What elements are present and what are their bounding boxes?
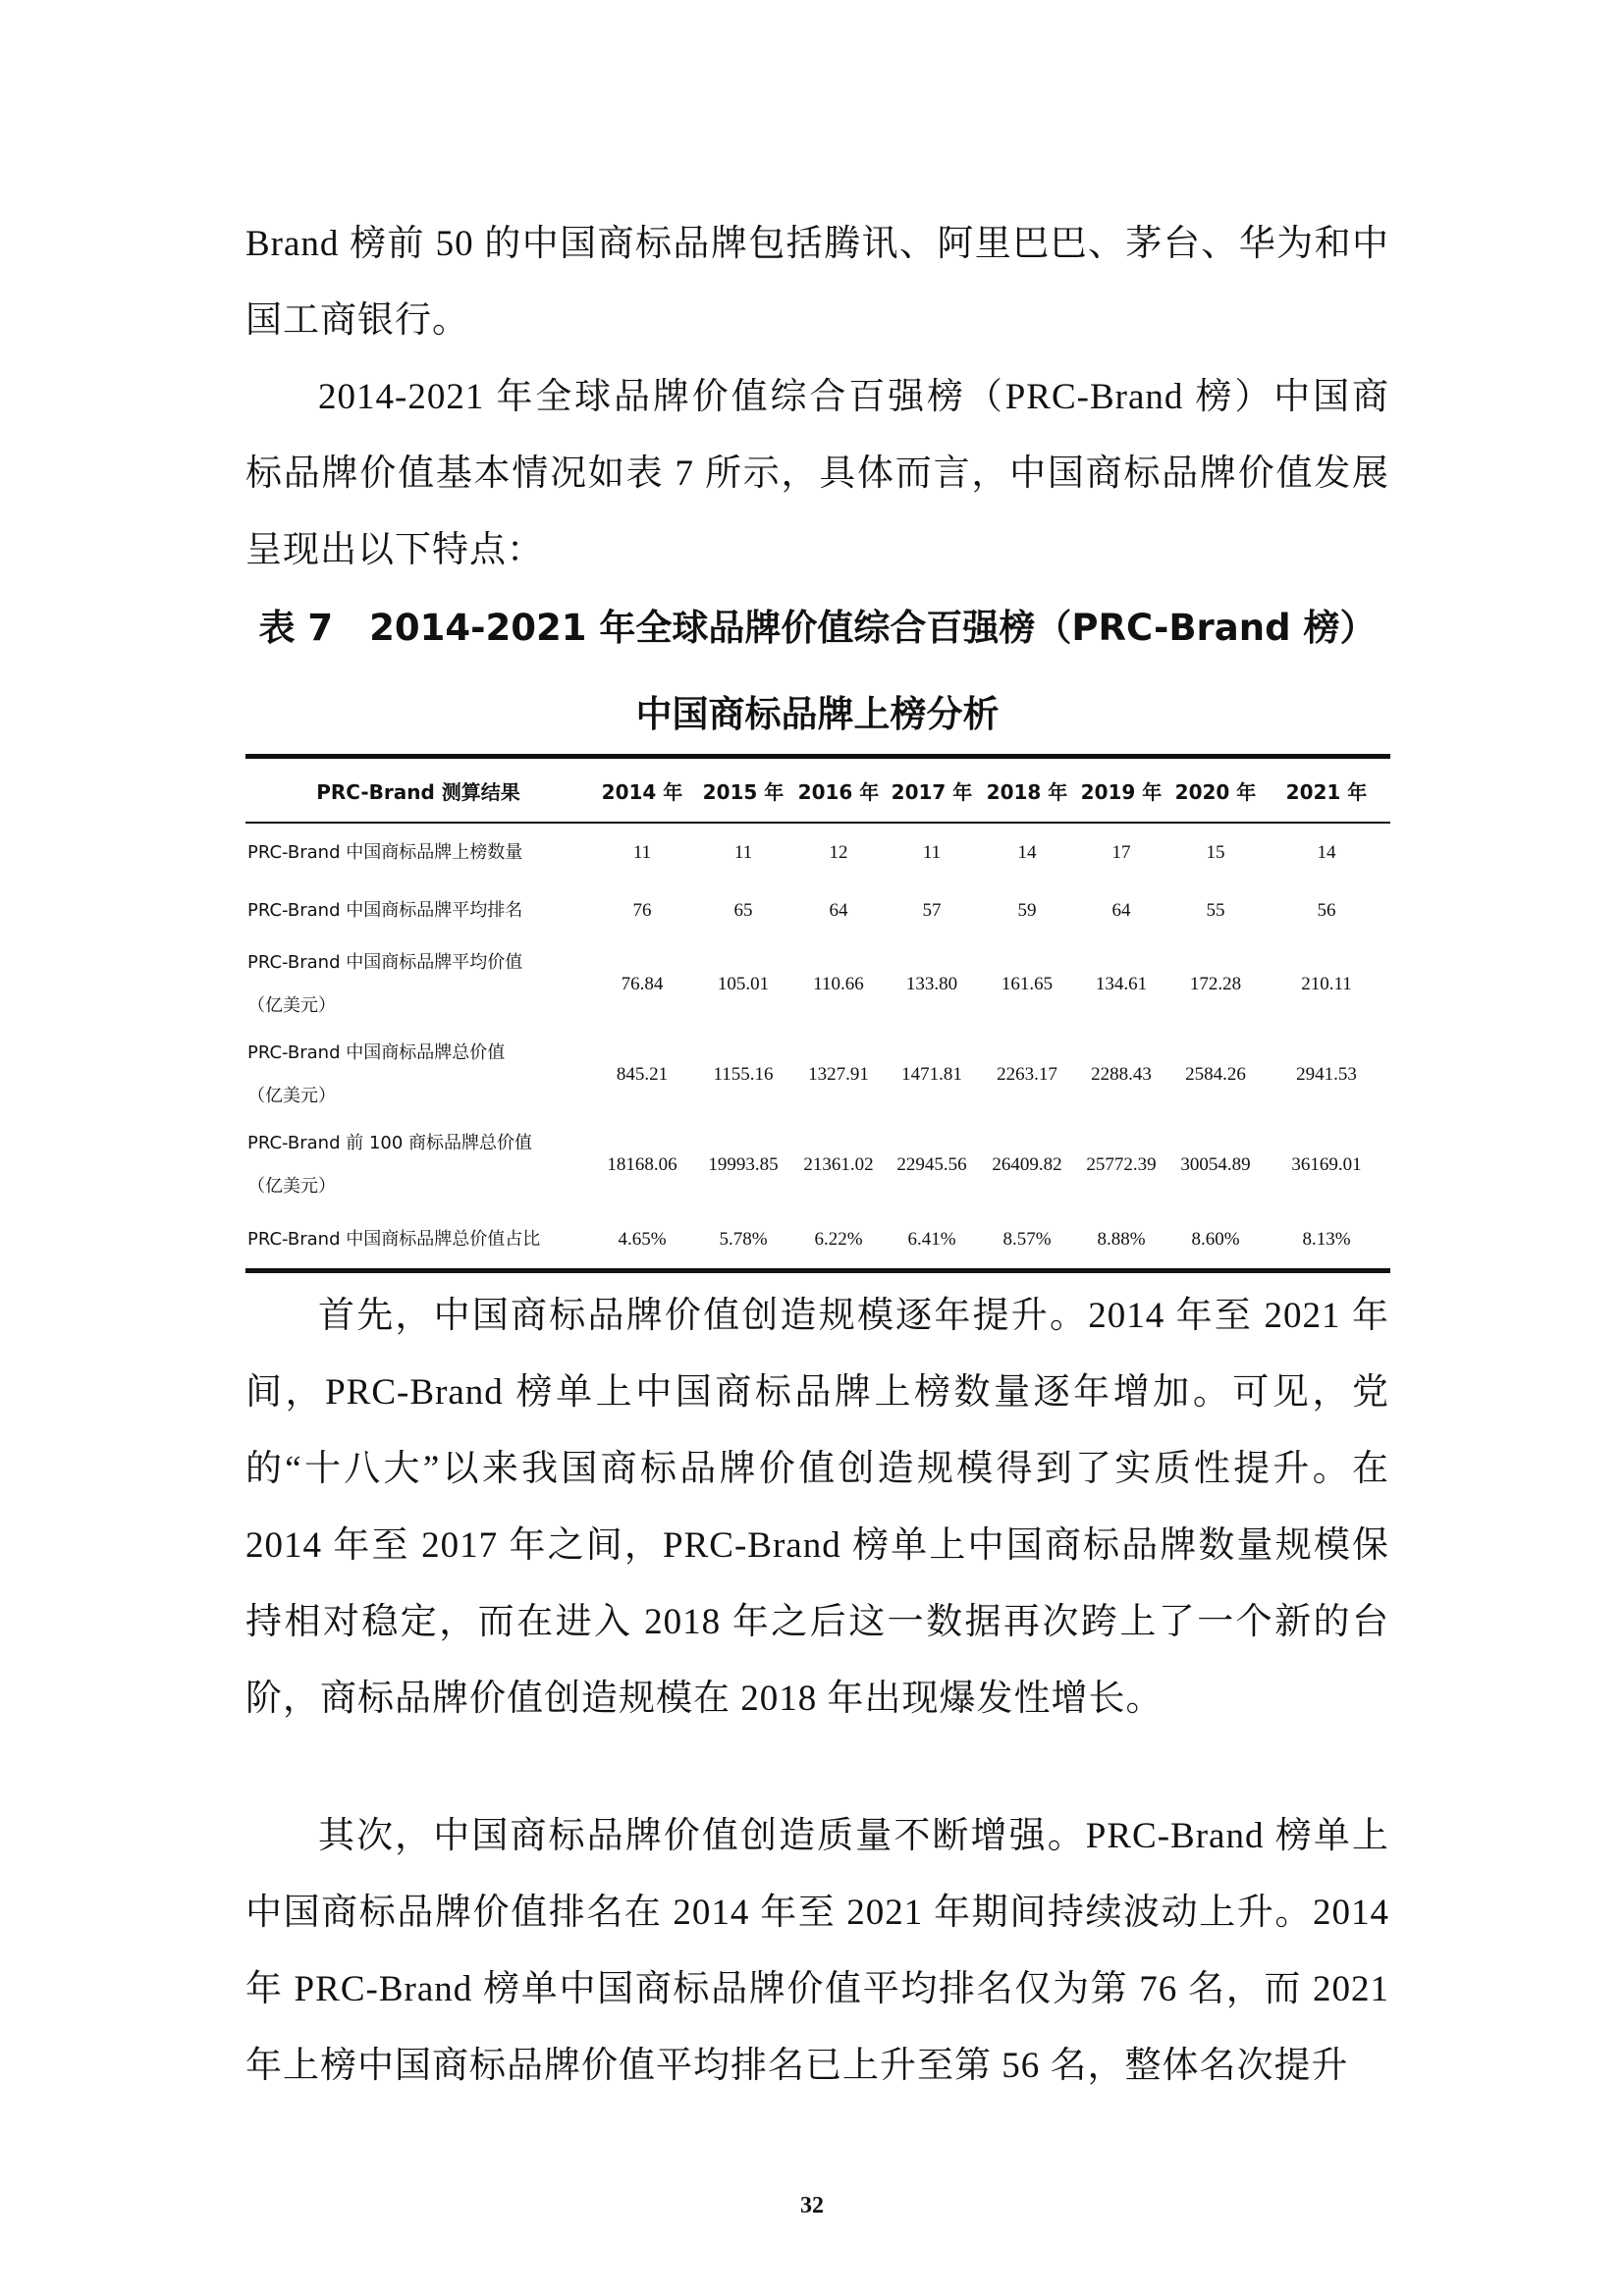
paragraph-4: 其次，中国商标品牌价值创造质量不断增强。PRC-Brand 榜单上中国商标品牌价值排名在 2014 年至 2021 年期间持续波动上升。2014 年 PRC-Brand 榜单中国商标品牌价值平均排名仅为第 76 名，而 2021 年上榜中国商标品牌价值平均排名已上升至第 56 名，整体名次提升 xyxy=(245,1816,1389,2086)
table-cell: 1471.81 xyxy=(901,1064,962,1085)
table-cell: 133.80 xyxy=(905,974,958,994)
table-cell: 55 xyxy=(1206,899,1225,921)
table-cell: 76.84 xyxy=(621,974,664,994)
table-caption-line-1: 表 7 2014-2021 年全球品牌价值综合百强榜（PRC-Brand 榜） xyxy=(258,607,1377,649)
row-label: PRC-Brand 中国商标品牌上榜数量 xyxy=(247,841,523,863)
table-cell: 161.65 xyxy=(1001,974,1054,994)
table-cell: 21361.02 xyxy=(803,1154,874,1175)
header-2016: 2016 年 xyxy=(793,757,884,824)
table-cell: 1155.16 xyxy=(713,1064,774,1085)
table-cell: 8.88% xyxy=(1097,1228,1146,1250)
table-cell: 6.41% xyxy=(907,1228,956,1250)
header-2014: 2014 年 xyxy=(591,757,693,824)
brand-table xyxy=(245,754,1390,1273)
table-cell: 14 xyxy=(1017,841,1037,863)
header-2018: 2018 年 xyxy=(980,757,1074,824)
table-cell: 76 xyxy=(632,899,652,921)
header-metric: PRC-Brand 测算结果 xyxy=(245,757,591,824)
table-cell: 1327.91 xyxy=(808,1064,869,1085)
row-label-unit: （亿美元） xyxy=(247,995,336,1016)
table-row xyxy=(245,1120,1390,1210)
table-cell: 11 xyxy=(733,841,753,863)
table-cell: 25772.39 xyxy=(1086,1154,1157,1175)
table-cell: 15 xyxy=(1206,841,1225,863)
table-cell: 30054.89 xyxy=(1180,1154,1251,1175)
table-cell: 6.22% xyxy=(814,1228,863,1250)
table-cell: 57 xyxy=(922,899,942,921)
row-label xyxy=(245,1030,591,1120)
row-label: PRC-Brand 中国商标品牌总价值占比 xyxy=(247,1228,541,1250)
row-label-text: PRC-Brand 前 100 商标品牌总价值 xyxy=(247,1133,533,1153)
table-cell: 64 xyxy=(829,899,848,921)
paragraph-2: 2014-2021 年全球品牌价值综合百强榜（PRC-Brand 榜）中国商标品牌价值基本情况如表 7 所示，具体而言，中国商标品牌价值发展呈现出以下特点： xyxy=(245,377,1389,570)
table-cell: 65 xyxy=(733,899,753,921)
header-2015: 2015 年 xyxy=(693,757,793,824)
table-cell: 17 xyxy=(1111,841,1131,863)
table-cell: 14 xyxy=(1317,841,1336,863)
table-cell: 172.28 xyxy=(1189,974,1242,994)
table-cell: 11 xyxy=(632,841,652,863)
table-cell: 36169.01 xyxy=(1291,1154,1362,1175)
header-2019: 2019 年 xyxy=(1074,757,1168,824)
row-label-unit: （亿美元） xyxy=(247,1086,336,1106)
table-cell: 134.61 xyxy=(1095,974,1148,994)
table-cell: 26409.82 xyxy=(992,1154,1062,1175)
table-cell: 8.57% xyxy=(1002,1228,1052,1250)
table-row xyxy=(245,823,1390,881)
page-number: 32 xyxy=(800,2193,824,2218)
table-cell: 11 xyxy=(922,841,942,863)
table-header-row xyxy=(245,757,1390,824)
table-row xyxy=(245,1030,1390,1120)
row-label-text: PRC-Brand 中国商标品牌总价值 xyxy=(247,1042,506,1063)
table-cell: 2584.26 xyxy=(1185,1064,1246,1085)
row-label-unit: （亿美元） xyxy=(247,1176,336,1197)
table-cell: 8.60% xyxy=(1191,1228,1240,1250)
row-label: PRC-Brand 中国商标品牌平均排名 xyxy=(247,899,523,921)
table-cell: 2288.43 xyxy=(1091,1064,1152,1085)
table-row xyxy=(245,881,1390,939)
table-cell: 2941.53 xyxy=(1296,1064,1357,1085)
table-caption-line-2: 中国商标品牌上榜分析 xyxy=(635,693,1000,735)
table-cell: 64 xyxy=(1111,899,1131,921)
table-cell: 19993.85 xyxy=(708,1154,779,1175)
row-label xyxy=(245,939,591,1030)
table-cell: 110.66 xyxy=(813,974,864,994)
table-cell: 56 xyxy=(1317,899,1336,921)
table-cell: 12 xyxy=(829,841,848,863)
table-cell: 105.01 xyxy=(717,974,770,994)
table-cell: 2263.17 xyxy=(997,1064,1057,1085)
table-cell: 845.21 xyxy=(616,1064,669,1085)
table-row xyxy=(245,1210,1390,1271)
table-cell: 210.11 xyxy=(1301,974,1352,994)
table-cell: 18168.06 xyxy=(607,1154,677,1175)
table-cell: 8.13% xyxy=(1302,1228,1351,1250)
row-label-text: PRC-Brand 中国商标品牌平均价值 xyxy=(247,952,523,973)
header-2021: 2021 年 xyxy=(1263,757,1390,824)
table-cell: 22945.56 xyxy=(896,1154,967,1175)
table-cell: 5.78% xyxy=(719,1228,768,1250)
table-cell: 4.65% xyxy=(618,1228,667,1250)
header-2020: 2020 年 xyxy=(1168,757,1263,824)
row-label xyxy=(245,1120,591,1210)
paragraph-1: Brand 榜前 50 的中国商标品牌包括腾讯、阿里巴巴、茅台、华为和中国工商银行。 xyxy=(245,224,1389,341)
table-cell: 59 xyxy=(1017,899,1037,921)
table-row xyxy=(245,939,1390,1030)
header-2017: 2017 年 xyxy=(884,757,980,824)
paragraph-3: 首先，中国商标品牌价值创造规模逐年提升。2014 年至 2021 年间，PRC-Brand 榜单上中国商标品牌上榜数量逐年增加。可见，党的“十八大”以来我国商标品牌价值创造规模得到了实质性提升。在 2014 年至 2017 年之间，PRC-Brand 榜单上中国商标品牌数量规模保持相对稳定，而在进入 2018 年之后这一数据再次跨上了一个新的台阶，商标品牌价值创造规模在 2018 年出现爆发性增长。 xyxy=(245,1296,1389,1719)
